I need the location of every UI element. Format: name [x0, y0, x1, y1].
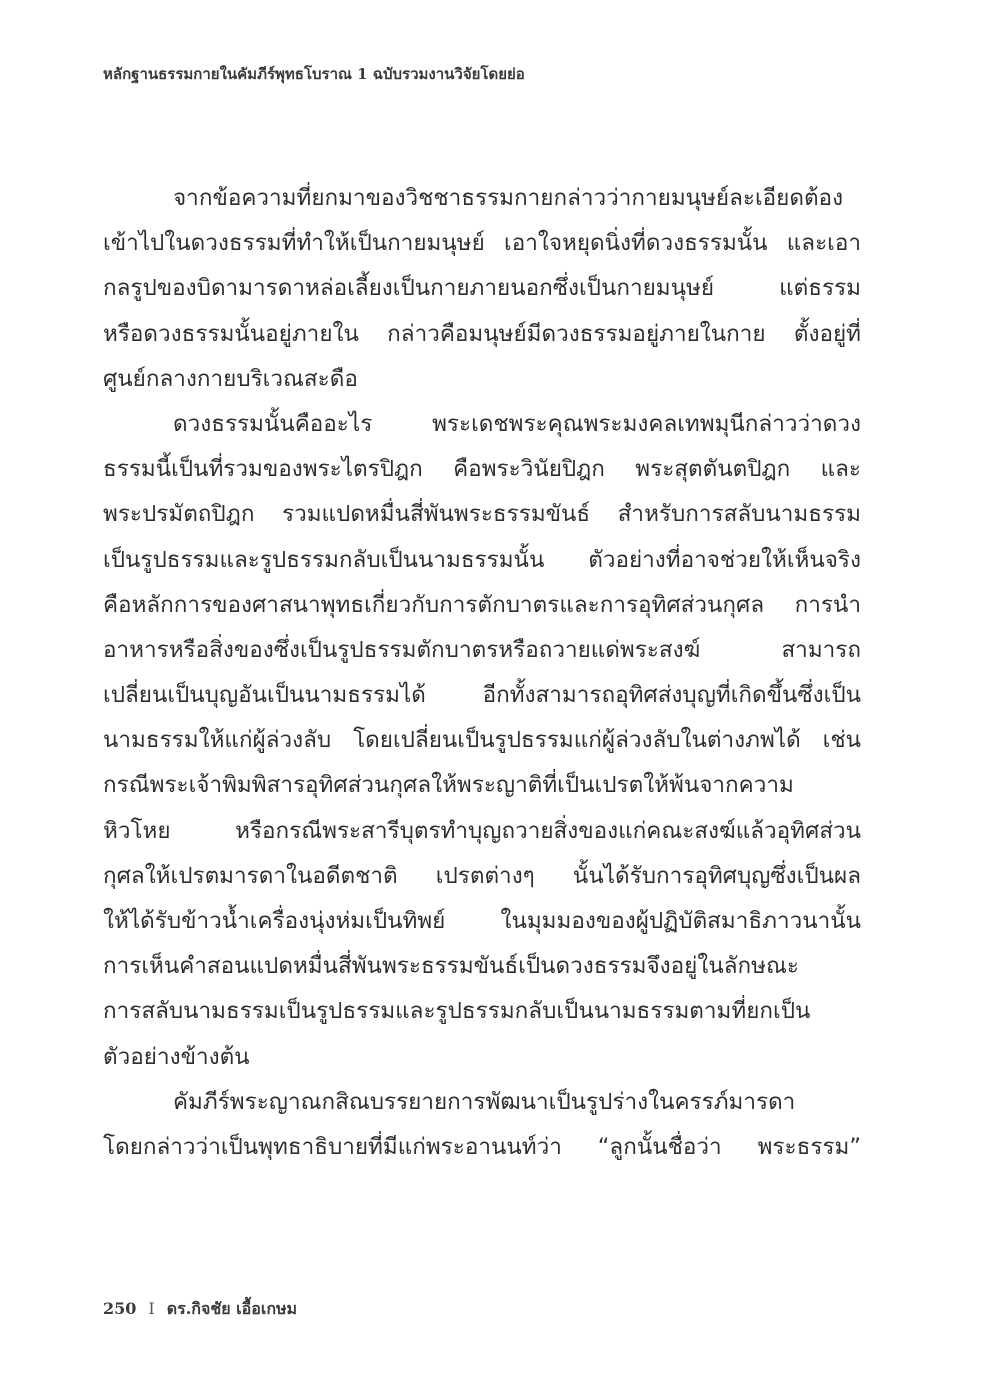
page-number: 250 [103, 1299, 137, 1318]
paragraph-2-line: พระปรมัตถปิฎก รวมแปดหมื่นสี่พันพระธรรมขันธ์ สำหรับการสลับนามธรรม [103, 501, 861, 528]
paragraph-1-line: จากข้อความที่ยกมาของวิชชาธรรมกายกล่าวว่ากายมนุษย์ละเอียดต้อง [173, 185, 844, 211]
page-footer [103, 1297, 297, 1322]
paragraph-2-line: กรณีพระเจ้าพิมพิสารอุทิศส่วนกุศลให้พระญาติที่เป็นเปรตให้พ้นจากความ [103, 772, 794, 799]
paragraph-2-line: นามธรรมให้แก่ผู้ล่วงลับ โดยเปลี่ยนเป็นรูปธรรมแก่ผู้ล่วงลับในต่างภพได้ เช่น [103, 727, 861, 754]
paragraph-1-line: เข้าไปในดวงธรรมที่ทำให้เป็นกายมนุษย์ เอาใจหยุดนิ่งที่ดวงธรรมนั้น และเอา [103, 230, 861, 257]
paragraph-3-line: โดยกล่าวว่าเป็นพุทธาธิบายที่มีแก่พระอานนท์ว่า “ลูกนั้นชื่อว่า พระธรรม” [103, 1133, 861, 1160]
footer-separator: I [148, 1299, 155, 1318]
paragraph-2-line: คือหลักการของศาสนาพุทธเกี่ยวกับการตักบาตรและการอุทิศส่วนกุศล การนำ [103, 591, 861, 618]
paragraph-2-line: หิวโหย หรือกรณีพระสารีบุตรทำบุญถวายสิ่งของแก่คณะสงฆ์แล้วอุทิศส่วน [103, 817, 861, 844]
paragraph-2-line: เปลี่ยนเป็นบุญอันเป็นนามธรรมได้ อีกทั้งสามารถอุทิศส่งบุญที่เกิดขึ้นซึ่งเป็น [103, 682, 861, 709]
paragraph-2-line: ให้ได้รับข้าวน้ำเครื่องนุ่งห่มเป็นทิพย์ ในมุมมองของผู้ปฏิบัติสมาธิภาวนานั้น [103, 908, 861, 934]
paragraph-2-line: กุศลให้เปรตมารดาในอดีตชาติ เปรตต่างๆ นั้นได้รับการอุทิศบุญซึ่งเป็นผล [103, 862, 861, 889]
author-name: ดร.กิจชัย เอื้อเกษม [166, 1299, 298, 1318]
paragraph-3-line: คัมภีร์พระญาณกสิณบรรยายการพัฒนาเป็นรูปร่างในครรภ์มารดา [173, 1088, 796, 1115]
paragraph-2-line: ดวงธรรมนั้นคืออะไร พระเดชพระคุณพระมงคลเทพมุนีกล่าวว่าดวง [173, 410, 861, 437]
paragraph-2-line: ธรรมนี้เป็นที่รวมของพระไตรปิฎก คือพระวินัยปิฎก พระสุตตันตปิฎก และ [103, 456, 861, 483]
paragraph-2-line: การสลับนามธรรมเป็นรูปธรรมและรูปธรรมกลับเป็นนามธรรมตามที่ยกเป็น [103, 998, 811, 1025]
running-header: หลักฐานธรรมกายในคัมภีร์พุทธโบราณ 1 ฉบับรวมงานวิจัยโดยย่อ [103, 65, 525, 83]
paragraph-1-line: หรือดวงธรรมนั้นอยู่ภายใน กล่าวคือมนุษย์มีดวงธรรมอยู่ภายในกาย ตั้งอยู่ที่ [103, 320, 861, 347]
paragraph-2-line: ตัวอย่างข้างต้น [103, 1043, 250, 1070]
paragraph-2-line: อาหารหรือสิ่งของซึ่งเป็นรูปธรรมตักบาตรหรือถวายแด่พระสงฆ์ สามารถ [103, 636, 861, 663]
paragraph-2-line: การเห็นคำสอนแปดหมื่นสี่พันพระธรรมขันธ์เป็นดวงธรรมจึงอยู่ในลักษณะ [103, 953, 799, 980]
paragraph-1-line: กลรูปของบิดามารดาหล่อเลี้ยงเป็นกายภายนอกซึ่งเป็นกายมนุษย์ แต่ธรรม [103, 275, 861, 302]
paragraph-1-line: ศูนย์กลางกายบริเวณสะดือ [103, 365, 358, 392]
body-text [103, 176, 861, 1170]
paragraph-2-line: เป็นรูปธรรมและรูปธรรมกลับเป็นนามธรรมนั้น ตัวอย่างที่อาจช่วยให้เห็นจริง [103, 546, 861, 573]
